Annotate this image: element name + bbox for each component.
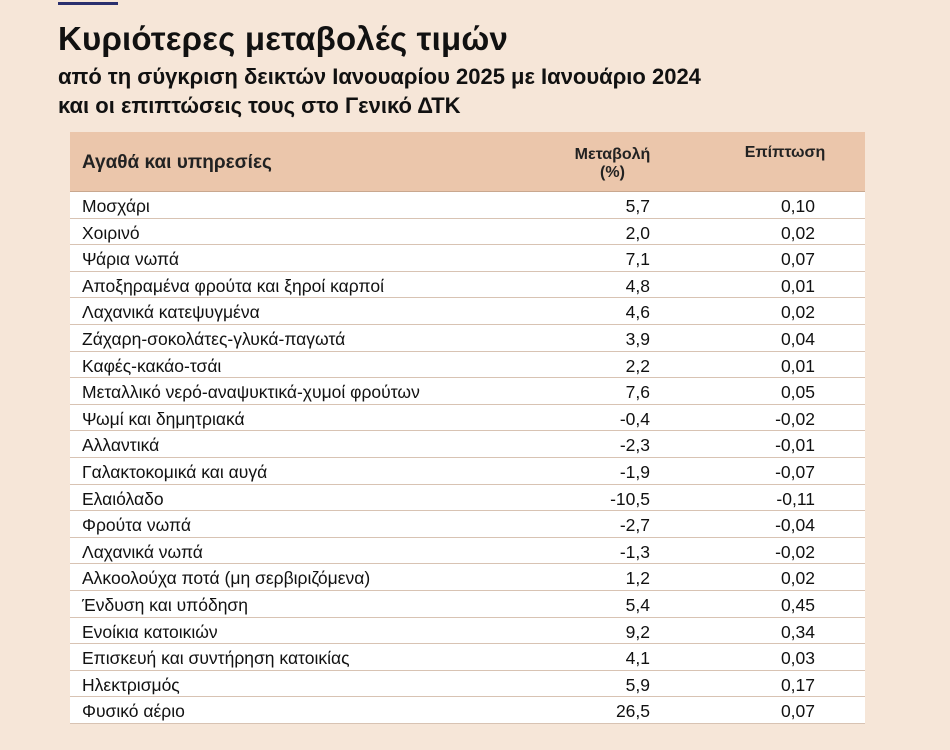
cell-impact-value: -0,02 — [775, 541, 815, 562]
cell-item-name: Ψάρια νωπά — [82, 249, 180, 270]
cell-change-value: 9,2 — [625, 621, 650, 642]
table-row — [70, 245, 865, 272]
cell-item-name: Αλκοολούχα ποτά (μη σερβιριζόμενα) — [82, 568, 371, 589]
cell-impact-value: 0,34 — [780, 621, 815, 642]
cell-item-name: Ψωμί και δημητριακά — [82, 408, 245, 429]
table-row — [70, 618, 865, 645]
cell-change-value: 3,9 — [625, 328, 650, 349]
cell-impact-value: -0,07 — [775, 461, 815, 482]
table-row — [70, 298, 865, 325]
table-row — [70, 564, 865, 591]
table-row — [70, 458, 865, 485]
table-row — [70, 219, 865, 246]
table-row — [70, 272, 865, 299]
cell-impact-value: 0,07 — [780, 701, 815, 722]
cell-impact-value: 0,02 — [780, 302, 815, 323]
cell-change-value: -1,9 — [619, 461, 650, 482]
cell-item-name: Λαχανικά κατεψυγμένα — [82, 302, 260, 323]
cell-item-name: Φρούτα νωπά — [82, 515, 191, 536]
table-row — [70, 671, 865, 698]
cell-item-name: Γαλακτοκομικά και αυγά — [82, 461, 268, 482]
cell-change-value: 7,1 — [625, 249, 650, 270]
cell-change-value: 1,2 — [625, 568, 650, 589]
cell-item-name: Επισκευή και συντήρηση κατοικίας — [82, 648, 350, 669]
page-subtitle — [58, 62, 918, 120]
cell-item-name: Λαχανικά νωπά — [82, 541, 203, 562]
cell-impact-value: 0,10 — [780, 196, 815, 216]
header-impact: Επίπτωση — [744, 144, 826, 161]
cell-change-value: 2,2 — [625, 355, 650, 376]
cell-change-value: 4,1 — [625, 648, 650, 669]
cell-change-value: -10,5 — [610, 488, 650, 509]
cell-impact-value: 0,05 — [780, 382, 815, 403]
cell-change-value: 5,7 — [625, 196, 650, 216]
price-changes-table — [70, 132, 865, 724]
page-title: Κυριότερες μεταβολές τιμών — [58, 20, 508, 57]
table-row — [70, 538, 865, 565]
cell-impact-value: 0,07 — [780, 249, 815, 270]
header-change-label: Μεταβολή — [574, 146, 651, 163]
cell-item-name: Ελαιόλαδο — [82, 488, 164, 509]
cell-change-value: 5,4 — [625, 594, 650, 615]
cell-impact-value: 0,02 — [780, 222, 815, 243]
cell-change-value: 5,9 — [625, 674, 650, 695]
subtitle-line-1: από τη σύγκριση δεικτών Ιανουαρίου 2025 με Ιανουάριο 2024 — [58, 64, 701, 89]
cell-impact-value: 0,45 — [780, 594, 815, 615]
cell-change-value: -2,7 — [619, 515, 650, 536]
header-goods-services: Αγαθά και υπηρεσίες — [82, 152, 272, 173]
table-row — [70, 431, 865, 458]
cell-item-name: Καφές-κακάο-τσάι — [82, 355, 222, 376]
subtitle-line-2: και οι επιπτώσεις τους στο Γενικό ΔΤΚ — [58, 93, 461, 118]
cell-item-name: Ηλεκτρισμός — [82, 674, 180, 695]
cell-change-value: 4,8 — [625, 275, 650, 296]
cell-impact-value: -0,04 — [775, 515, 815, 536]
cell-item-name: Μοσχάρι — [82, 196, 150, 216]
cell-impact-value: 0,17 — [780, 674, 815, 695]
cell-item-name: Ένδυση και υπόδηση — [82, 594, 248, 615]
cell-impact-value: -0,11 — [776, 488, 815, 509]
table-row — [70, 192, 865, 219]
cell-item-name: Ενοίκια κατοικιών — [82, 621, 218, 642]
cell-impact-value: -0,02 — [775, 408, 815, 429]
cell-item-name: Μεταλλικό νερό-αναψυκτικά-χυμοί φρούτων — [82, 382, 420, 403]
table-row — [70, 378, 865, 405]
table-row — [70, 697, 865, 724]
cell-change-value: -1,3 — [619, 541, 650, 562]
cell-item-name: Αποξηραμένα φρούτα και ξηροί καρποί — [82, 275, 384, 296]
cell-impact-value: 0,04 — [780, 328, 815, 349]
cell-change-value: 2,0 — [625, 222, 650, 243]
table-row — [70, 644, 865, 671]
cell-change-value: 4,6 — [625, 302, 650, 323]
cell-item-name: Ζάχαρη-σοκολάτες-γλυκά-παγωτά — [82, 328, 346, 349]
cell-change-value: -0,4 — [619, 408, 650, 429]
table-row — [70, 485, 865, 512]
cell-change-value: 26,5 — [615, 701, 650, 722]
table-row — [70, 511, 865, 538]
cell-impact-value: -0,01 — [775, 435, 815, 456]
cell-change-value: 7,6 — [625, 382, 650, 403]
cell-impact-value: 0,01 — [780, 355, 815, 376]
cell-item-name: Φυσικό αέριο — [82, 701, 185, 722]
table-row — [70, 405, 865, 432]
table-row — [70, 591, 865, 618]
accent-rule — [58, 2, 118, 5]
table-row — [70, 325, 865, 352]
header-change-unit: (%) — [600, 164, 625, 181]
cell-impact-value: 0,02 — [780, 568, 815, 589]
cell-change-value: -2,3 — [619, 435, 650, 456]
cell-item-name: Αλλαντικά — [82, 435, 160, 456]
cell-impact-value: 0,01 — [780, 275, 815, 296]
table-row — [70, 352, 865, 379]
header-change — [560, 146, 665, 182]
cell-impact-value: 0,03 — [780, 648, 815, 669]
cell-item-name: Χοιρινό — [82, 222, 140, 243]
table-body — [70, 192, 865, 724]
table-header — [70, 132, 865, 192]
